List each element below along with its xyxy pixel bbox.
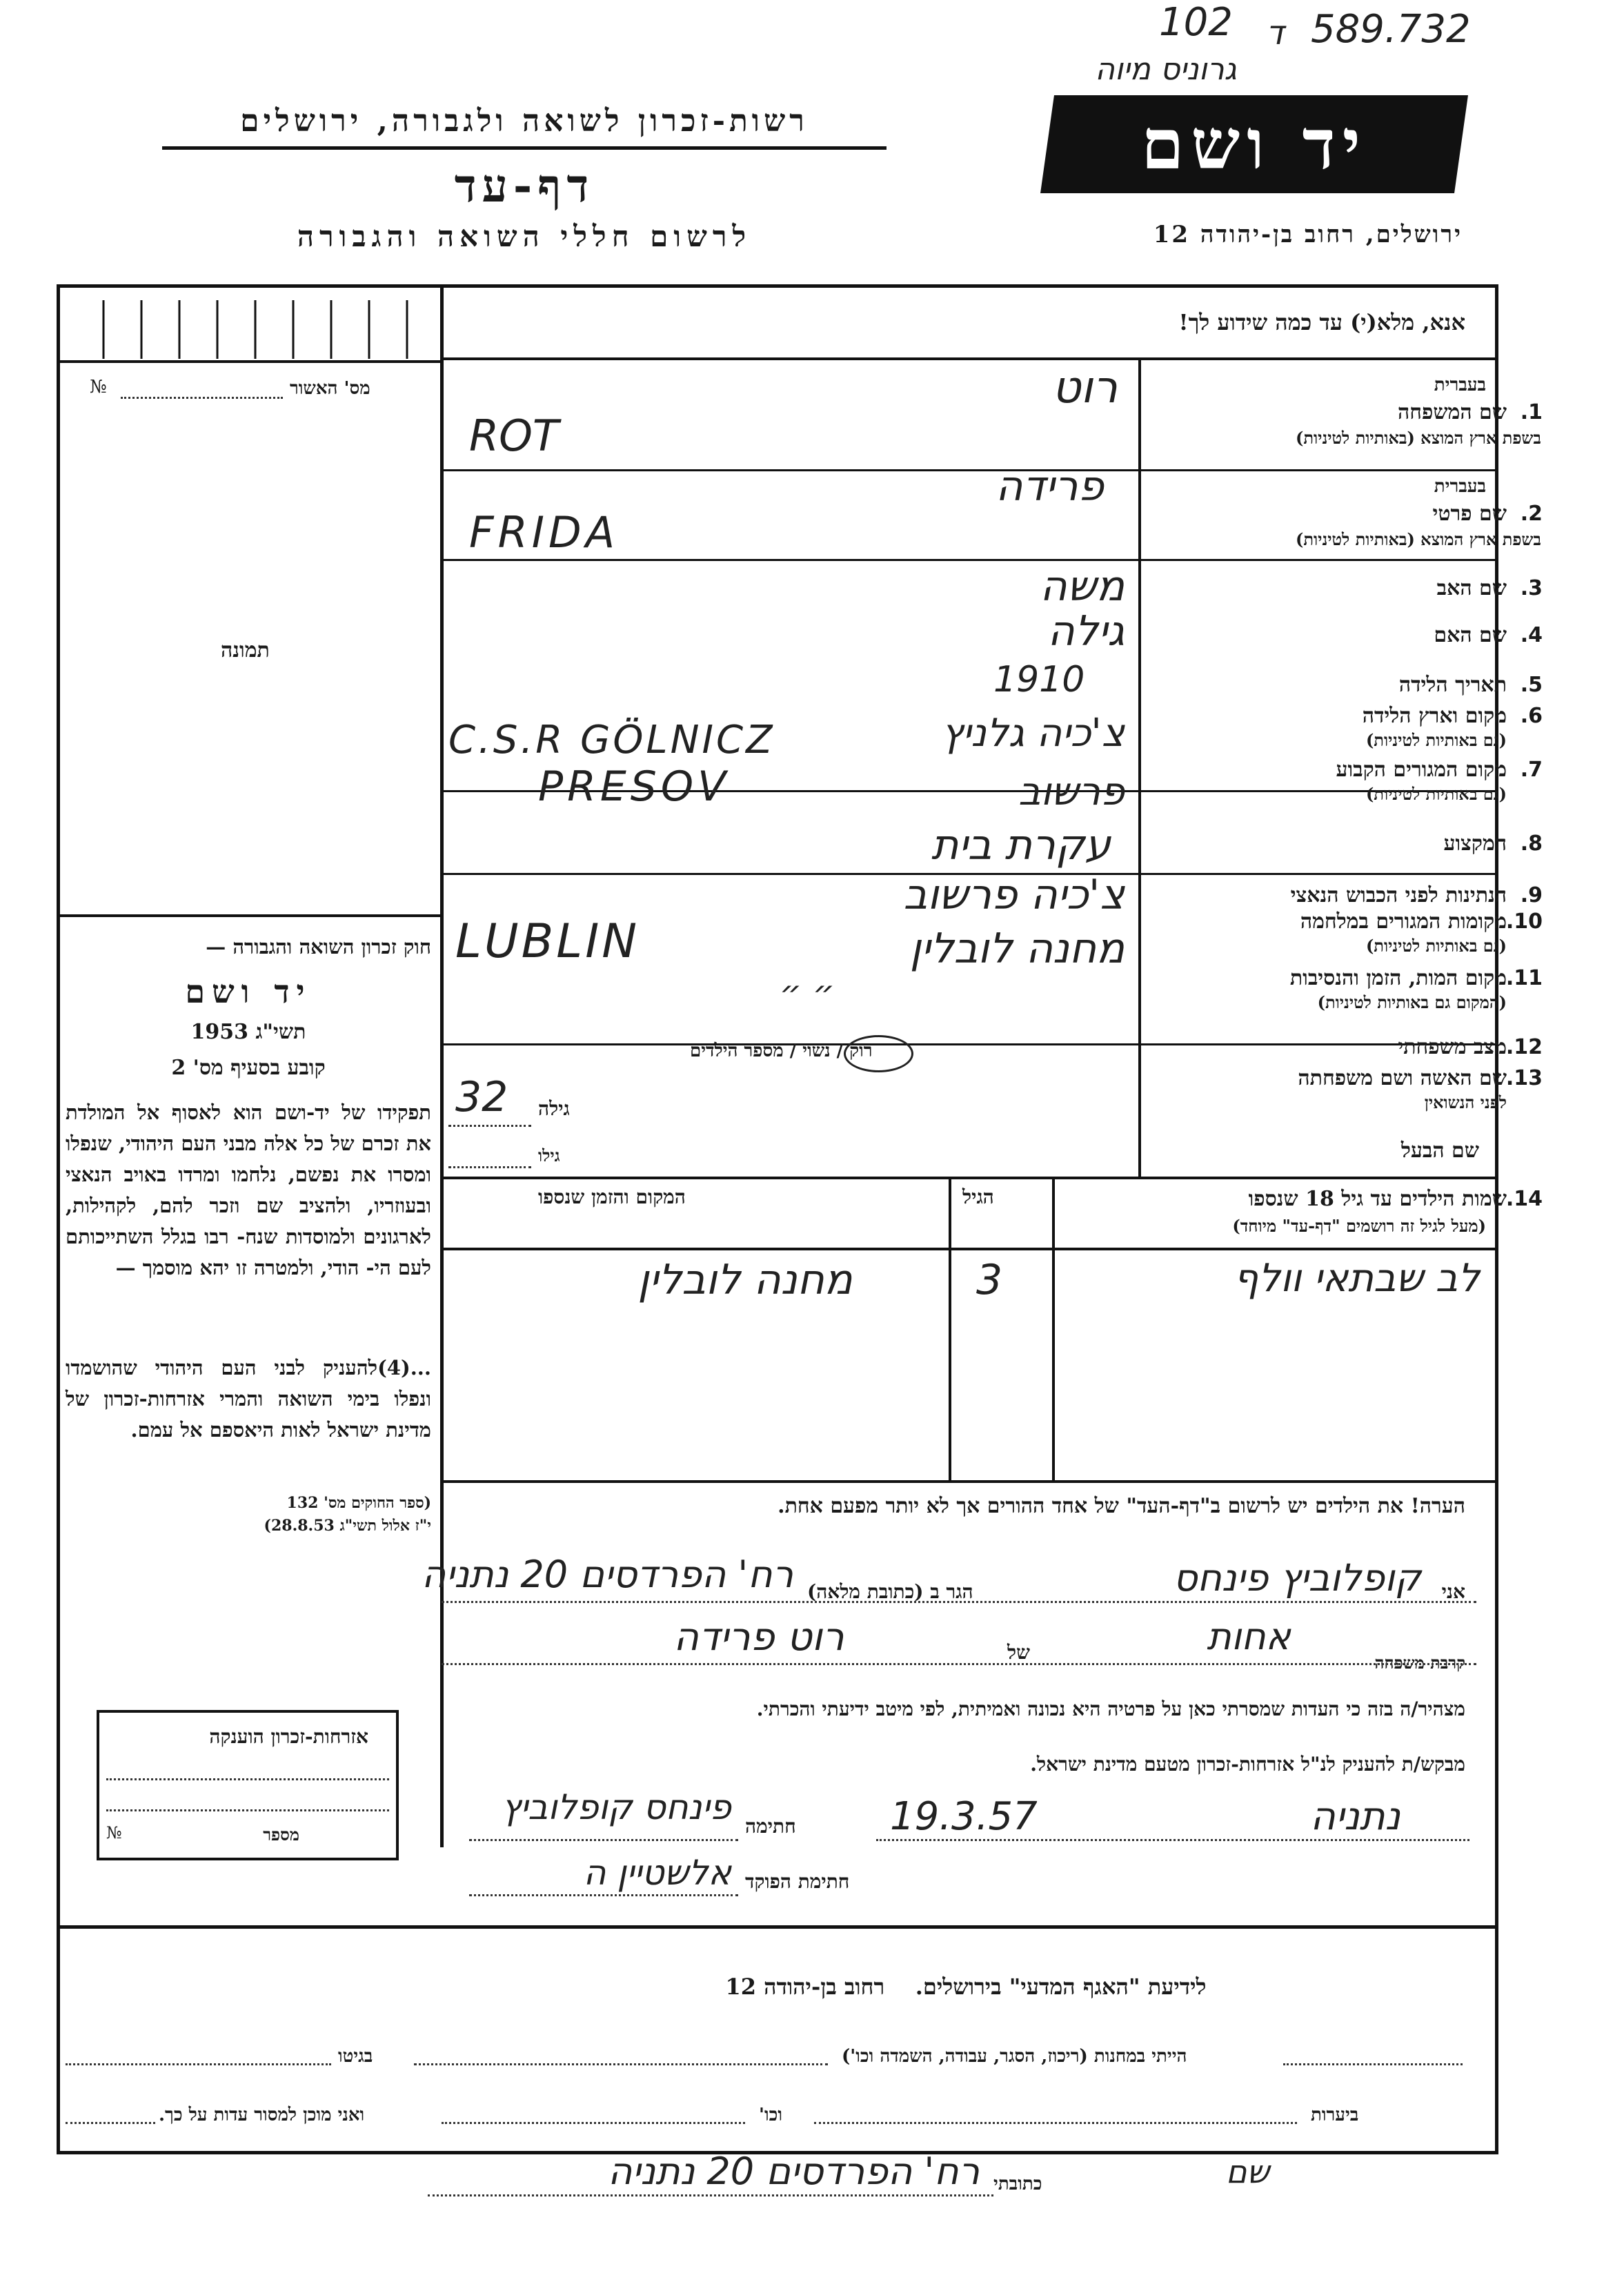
declarant-signature: פינחס קופלוביץ: [502, 1787, 731, 1827]
footer-line2-b: וכו': [759, 2105, 782, 2125]
doc-subtitle: לרשום חללי השואה והגבורה: [297, 219, 752, 253]
footer-name: שם: [1225, 2153, 1269, 2190]
field-6-num: 6.: [1520, 704, 1543, 728]
officer-label: חתימת הפוקד: [745, 1870, 850, 1893]
children-col-place: המקום והזמן שנספו: [538, 1186, 686, 1208]
field-7-sub: (גם באותיות לטיניות): [1365, 784, 1507, 804]
field-2-value-latin: FRIDA: [469, 507, 620, 558]
citizenship-box-no-label: מספר: [263, 1825, 299, 1845]
request-text: מבקש/ת להעניק לנ"ל אזרחות-זכרון מטעם מדינת ישראל.: [1030, 1753, 1465, 1776]
field-6-sub: (גם באותיות לטיניות): [1365, 730, 1507, 750]
law-title: חוק זכרון השואה והגבורה —: [206, 935, 431, 958]
field-1-sub: בשפת ארץ המוצא (באותיות לטיניות): [1296, 428, 1541, 448]
field-3-num: 3.: [1520, 576, 1543, 600]
field-7-value-he: פרשוב: [1018, 769, 1125, 814]
field-11-label: מקום המות, הזמן והנסיבות: [1289, 966, 1507, 990]
footer-line2-a: ביערות: [1311, 2105, 1359, 2125]
husband-age-label: גילו: [538, 1146, 560, 1166]
footer-line1-b: בגיטו: [338, 2046, 373, 2067]
child-name: לב שבתאי וולף: [1234, 1256, 1480, 1301]
field-12-num: 12.: [1505, 1035, 1543, 1059]
field-7-num: 7.: [1520, 758, 1543, 782]
field-10-sub: (גם באותיות לטיניות): [1365, 936, 1507, 956]
archive-name: גרוניס מיוה: [1095, 52, 1237, 87]
field-12-label: מצב משפחתי: [1398, 1035, 1507, 1059]
child-place: מחנה לובלין: [637, 1256, 853, 1304]
children-num: 14.: [1505, 1187, 1543, 1211]
field-11-sub: (המקום גם באותיות לטיניות): [1317, 992, 1507, 1012]
field-4-num: 4.: [1520, 623, 1543, 647]
children-title: שמות הילדים עד גיל 18 שנספו: [1248, 1187, 1507, 1211]
footer-address: רח' הפרדסים 20 נתניה: [608, 2150, 980, 2193]
marital-status-circle: [844, 1035, 913, 1072]
field-13-num: 13.: [1505, 1066, 1543, 1090]
field-1-value-he: רוט: [1051, 362, 1118, 413]
field-6-value-latin: C.S.R GÖLNICZ: [448, 718, 775, 763]
officer-signature: אלשטיין ה: [583, 1853, 731, 1893]
field-13-label: שם האשה ושם משפחתה: [1298, 1066, 1507, 1090]
law-logo: יד ושם: [185, 973, 312, 1010]
footer-line2-c: ואני מוכן למסור עדות על כך.: [159, 2105, 365, 2125]
field-8-label: המקצוע: [1443, 832, 1507, 856]
declare-text: מצהיר/ה בזה כי העדות שמסרתי כאן על פרטיה היא נכונה ואמיתית, לפי מיטב ידיעתי והכרתי.: [756, 1698, 1465, 1720]
field-1-num: 1.: [1520, 400, 1543, 424]
footer-line1-a: הייתי במחנות (ריכוז, הסגר, עבודה, השמדה וכו'): [842, 2046, 1187, 2067]
declarant-date: 19.3.57: [890, 1794, 1038, 1839]
field-5-value: 1910: [993, 659, 1085, 700]
field-1-prefix: בעברית: [1434, 375, 1486, 395]
declarant-place: נתניה: [1310, 1794, 1400, 1839]
citizenship-box: [97, 1710, 399, 1860]
field-9-label: הנתינות לפני הכבוש הנאצי: [1290, 883, 1507, 907]
photo-label: תמונה: [221, 638, 270, 662]
field-6-label: מקום וארץ הלידה: [1362, 704, 1507, 728]
field-1-value-latin: ROT: [469, 411, 559, 461]
footer-address-label: כתובתי: [993, 2174, 1042, 2194]
note: הערה! את הילדים יש לרשום ב"דף-העד" של אחד ההורים אך לא יותר מפעם אחת.: [778, 1494, 1465, 1518]
field-7-label: מקום המגורים הקבוע: [1336, 758, 1507, 782]
field-2-value-he: פרידה: [996, 462, 1104, 511]
field-2-num: 2.: [1520, 502, 1543, 526]
authority-name: רשות-זכרון לשואה ולגבורה, ירושלים: [240, 104, 809, 139]
field-3-value: משה: [1040, 562, 1125, 611]
field-6-value-he: צ'כיה גלניץ: [941, 711, 1125, 756]
field-13-sub: לפני הנשואין: [1424, 1092, 1507, 1112]
law-text: תפקידו של יד-ושם הוא לאסוף אל המולדת את זכרם של כל אלה מבני העם היהודי, שנפלו ומסרו את נפשם, נלחמו ומרדו באויב הנאצי ובעוזריו, ולהציב שם וזכר להם, לקהילות, לארגונים ולמוסדות שנח- רבו בגלל השתייכותם לעם הי- הודי, ולמטרה זו יהא מוסמך —: [66, 1101, 431, 1279]
yad-vashem-logo: [1040, 95, 1468, 193]
child-age: 3: [976, 1256, 1003, 1304]
field-1-label: שם המשפחה: [1397, 400, 1507, 424]
approval-label: מס' האשור: [290, 378, 370, 399]
law-ref-2: י"ז אלול תשי"ג 28.8.53): [264, 1517, 431, 1535]
approval-no: №: [90, 377, 107, 397]
declarant-lives-label: הגר ב (כתובת מלאה): [807, 1580, 973, 1603]
field-10-label: מקומות המגורים במלחמה: [1300, 910, 1507, 934]
field-11-value: ״ ״: [779, 973, 835, 1013]
field-3-label: שם האב: [1436, 576, 1507, 600]
declarant-of-label: של: [1007, 1641, 1030, 1664]
doc-title: דף-עד: [454, 159, 595, 213]
instruction: אנא, מלא(י) עד כמה שידוע לך!: [1178, 309, 1465, 335]
declarant-name: קופלוביץ פינחס: [1173, 1556, 1421, 1600]
field-10-value-latin: LUBLIN: [455, 914, 640, 969]
field-10-value-he: מחנה לובלין: [909, 925, 1125, 973]
field-8-value: עקרת בית: [931, 821, 1111, 869]
citizenship-box-title: אזרחות-זכרון הוענקה: [209, 1725, 368, 1748]
husband-label: שם הבעל: [1400, 1139, 1479, 1163]
children-subtitle: (מעל לגיל זה רושמים "דף-עד" מיוחד): [1232, 1216, 1486, 1236]
field-9-num: 9.: [1520, 883, 1543, 907]
signature-label: חתימה: [745, 1815, 796, 1838]
address-line: ירושלים, רחוב בן-יהודה 12: [1153, 221, 1463, 248]
field-5-num: 5.: [1520, 673, 1543, 697]
marital-status-options: רוק / נשוי / מספר הילדים: [690, 1041, 873, 1061]
field-2-label: שם פרטי: [1432, 502, 1507, 526]
field-11-num: 11.: [1505, 966, 1543, 990]
declarant-relation: אחות: [1207, 1615, 1291, 1658]
archive-sig: ד: [1266, 14, 1285, 52]
approval-ticks: [76, 293, 435, 362]
field-8-num: 8.: [1520, 832, 1543, 856]
logo-text: יד ושם: [1141, 104, 1367, 185]
field-5-label: תאריך הלידה: [1398, 673, 1507, 697]
declarant-i-label: אני: [1441, 1580, 1465, 1603]
field-9-value: צ'כיה פרשוב: [903, 871, 1125, 919]
law-clause: קובע בסעיף מס' 2: [171, 1056, 326, 1080]
declarant-relation-label: קרבת משפחה: [1374, 1653, 1465, 1673]
children-col-age: הגיל: [962, 1186, 994, 1208]
wife-age-label: גילה: [538, 1097, 570, 1120]
declarant-of-name: רוט פרידה: [673, 1615, 844, 1660]
field-4-label: שם האם: [1434, 623, 1507, 647]
footer-info-address: רחוב בן-יהודה 12: [725, 1974, 885, 2000]
field-7-value-latin: PRESOV: [538, 763, 731, 811]
law-year: תשי"ג 1953: [190, 1020, 306, 1044]
field-2-sub: בשפת ארץ המוצא (באותיות לטיניות): [1296, 529, 1541, 549]
archive-number: 102: [1159, 0, 1233, 45]
law-text-2: ...(4)להעניק לבני העם היהודי שהושמדו ונפלו בימי השואה והמרי אזרחות-זכרון של מדינת ישראל לאות היאספם אל עמם.: [66, 1356, 431, 1442]
declarant-address: רח' הפרדסים 20 נתניה: [422, 1553, 793, 1596]
law-ref-1: (ספר החוקים מס' 132: [286, 1494, 431, 1512]
field-10-num: 10.: [1505, 910, 1543, 934]
footer-info-title: לידיעת "האגף המדעי" בירושלים.: [915, 1974, 1207, 2000]
field-2-prefix: בעברית: [1434, 476, 1486, 497]
wife-age-value: 32: [455, 1073, 508, 1121]
archive-code: 589.732: [1311, 7, 1471, 52]
citizenship-box-no: №: [106, 1823, 122, 1842]
field-4-value: גילה: [1047, 607, 1125, 656]
